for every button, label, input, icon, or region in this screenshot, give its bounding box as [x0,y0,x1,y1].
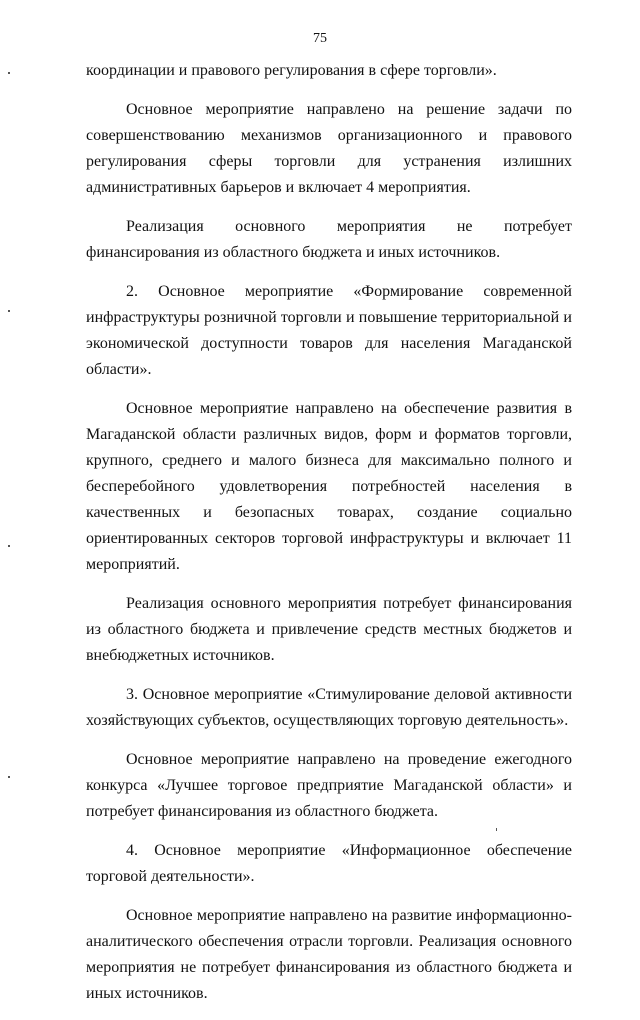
scan-mark [8,545,10,547]
paragraph-8: 4. Основное мероприятие «Информационное обеспечение торговой деятельности». [86,842,572,885]
paragraph-2: Реализация основного мероприятия не потребует финансирования из областного бюджета и иных источников. [86,218,572,261]
paragraph-3: 2. Основное мероприятие «Формирование современной инфраструктуры розничной торговли и повышение территориальной и экономической доступности товаров для населения Магаданской области». [86,283,572,378]
document-body [86,58,572,1020]
paragraph-7: Основное мероприятие направлено на проведение ежегодного конкурса «Лучшее торговое предприятие Магаданской области» и потребует финансирования из областного бюджета. [86,751,572,820]
scan-mark [8,776,10,778]
page-number: 75 [313,31,327,46]
paragraph-5: Реализация основного мероприятия потребует финансирования из областного бюджета и привлечение средств местных бюджетов и внебюджетных источников. [86,595,572,664]
scan-mark [8,310,10,312]
paragraph-6: 3. Основное мероприятие «Стимулирование деловой активности хозяйствующих субъектов, осуществляющих торговую деятельность». [86,686,572,729]
paragraph-1: Основное мероприятие направлено на решение задачи по совершенствованию механизмов организационного и правового регулирования сферы торговли для устранения излишних административных барьеров и включает 4 мероприятия. [86,101,572,196]
paragraph-4: Основное мероприятие направлено на обеспечение развития в Магаданской области различных видов, форм и форматов торговли, крупного, среднего и малого бизнеса для максимально полного и бесперебойного удовлетворения потребностей населения в качественных и безопасных товарах, создание социально ориентированных секторов торговой инфраструктуры и включает 11 мероприятий. [86,400,572,573]
paragraph-continuation: координации и правового регулирования в сфере торговли». [86,62,497,79]
scan-mark [8,72,10,74]
scan-mark [496,828,497,831]
paragraph-9: Основное мероприятие направлено на развитие информационно-аналитического обеспечения отрасли торговли. Реализация основного мероприятия не потребует финансирования из областного бюджета и иных источников. [86,907,572,1002]
